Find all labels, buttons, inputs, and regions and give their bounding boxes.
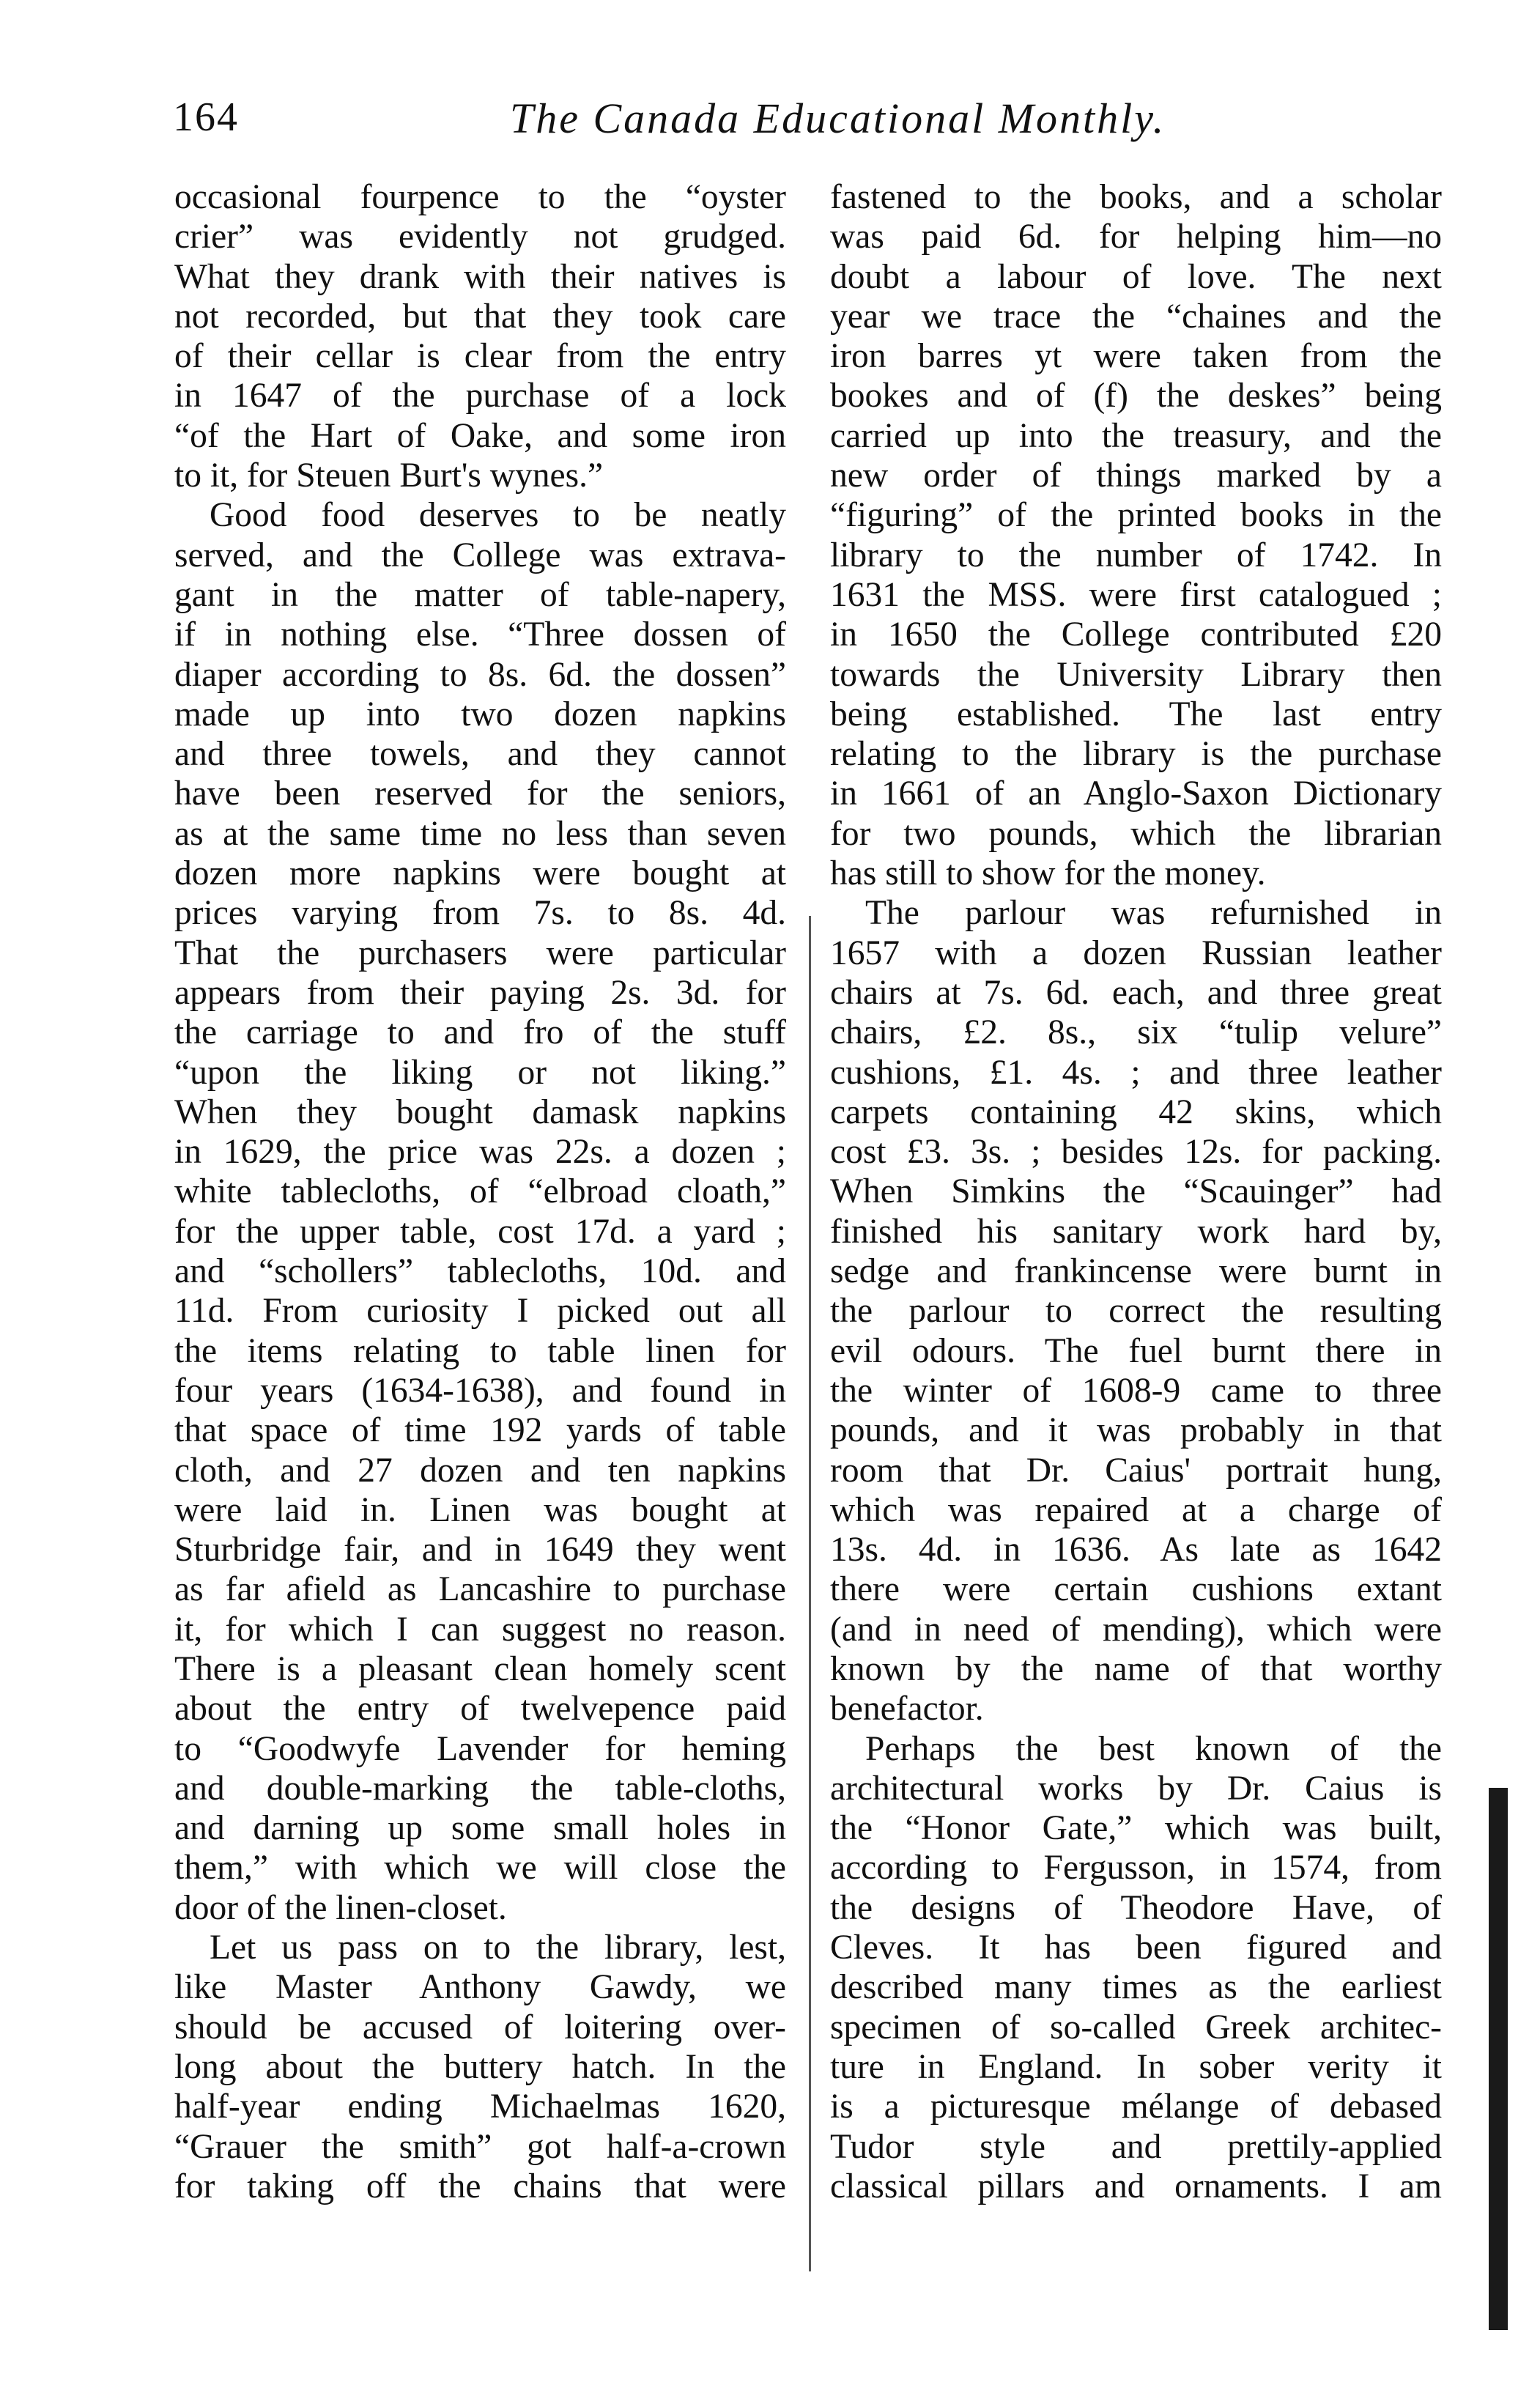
text-line: in 1647 of the purchase of a lock	[174, 377, 786, 415]
text-line: that space of time 192 yards of table	[174, 1411, 786, 1450]
text-line: specimen of so-called Greek architec-	[830, 2008, 1442, 2046]
text-line: sedge and frankincense were burnt in	[830, 1252, 1442, 1291]
text-line: carried up into the treasury, and the	[830, 416, 1442, 455]
text-line: long about the buttery hatch. In the	[174, 2047, 786, 2086]
text-line: classical pillars and ornaments. I am	[830, 2167, 1442, 2205]
text-line: in 1629, the price was 22s. a dozen ;	[174, 1133, 786, 1172]
text-line: That the purchasers were particular	[174, 933, 786, 972]
text-line: crier” was evidently not grudged.	[174, 218, 786, 256]
text-line: “of the Hart of Oake, and some iron	[174, 416, 786, 455]
text-line: cloth, and 27 dozen and ten napkins	[174, 1451, 786, 1490]
text-line: as at the same time no less than seven	[174, 814, 786, 853]
text-line: should be accused of loitering over-	[174, 2008, 786, 2046]
text-line: There is a pleasant clean homely scent	[174, 1649, 786, 1688]
text-line: door of the linen-closet.	[174, 1888, 507, 1927]
text-line: the winter of 1608-9 came to three	[830, 1371, 1442, 1410]
text-line: as far afield as Lancashire to purchase	[174, 1570, 786, 1609]
text-line: cost £3. 3s. ; besides 12s. for packing.	[830, 1133, 1442, 1172]
right-text-column	[830, 177, 1442, 2206]
text-line: carpets containing 42 skins, which	[830, 1092, 1442, 1131]
text-line: gant in the matter of table-napery,	[174, 575, 786, 614]
text-line: Sturbridge fair, and in 1649 they went	[174, 1531, 786, 1569]
text-line: white tablecloths, of “elbroad cloath,”	[174, 1172, 786, 1211]
text-line: not recorded, but that they took care	[174, 297, 786, 336]
page-header	[173, 94, 1433, 152]
text-line: to “Goodwyfe Lavender for heming	[174, 1729, 786, 1768]
text-line: of their cellar is clear from the entry	[174, 337, 786, 376]
text-line: about the entry of twelvepence paid	[174, 1690, 786, 1728]
text-line: in 1650 the College contributed £20	[830, 615, 1442, 654]
text-line: cushions, £1. 4s. ; and three leather	[830, 1053, 1442, 1092]
text-line: (and in need of mending), which were	[830, 1610, 1442, 1649]
text-line: the items relating to table linen for	[174, 1331, 786, 1370]
text-line: described many times as the earliest	[830, 1968, 1442, 2007]
text-line: The parlour was refurnished in	[865, 894, 1442, 933]
text-line: has still to show for the money.	[830, 854, 1266, 893]
text-line: “upon the liking or not liking.”	[174, 1053, 786, 1092]
text-line: appears from their paying 2s. 3d. for	[174, 973, 786, 1012]
text-line: to it, for Steuen Burt's wynes.”	[174, 456, 604, 495]
text-line: When they bought damask napkins	[174, 1092, 786, 1131]
text-line: When Simkins the “Scauinger” had	[830, 1172, 1442, 1211]
text-line: and double-marking the table-cloths,	[174, 1769, 786, 1808]
text-line: diaper according to 8s. 6d. the dossen”	[174, 655, 786, 694]
text-line: 13s. 4d. in 1636. As late as 1642	[830, 1531, 1442, 1569]
text-line: finished his sanitary work hard by,	[830, 1212, 1442, 1251]
text-line: room that Dr. Caius' portrait hung,	[830, 1451, 1442, 1490]
text-line: the parlour to correct the resulting	[830, 1292, 1442, 1331]
text-line: chairs at 7s. 6d. each, and three great	[830, 973, 1442, 1012]
text-line: 1631 the MSS. were first catalogued ;	[830, 575, 1442, 614]
text-line: there were certain cushions extant	[830, 1570, 1442, 1609]
text-line: architectural works by Dr. Caius is	[830, 1769, 1442, 1808]
text-line: for taking off the chains that were	[174, 2167, 786, 2205]
text-line: in 1661 of an Anglo-Saxon Dictionary	[830, 774, 1442, 813]
text-line: occasional fourpence to the “oyster	[174, 178, 786, 216]
text-line: “Grauer the smith” got half-a-crown	[174, 2127, 786, 2166]
text-line: if in nothing else. “Three dossen of	[174, 615, 786, 654]
text-line: prices varying from 7s. to 8s. 4d.	[174, 894, 786, 933]
text-line: according to Fergusson, in 1574, from	[830, 1849, 1442, 1887]
text-line: the “Honor Gate,” which was built,	[830, 1809, 1442, 1848]
text-line: fastened to the books, and a scholar	[830, 178, 1442, 216]
page-number: 164	[173, 95, 239, 140]
text-line: iron barres yt were taken from the	[830, 337, 1442, 376]
text-line: four years (1634-1638), and found in	[174, 1371, 786, 1410]
text-line: is a picturesque mélange of debased	[830, 2088, 1442, 2126]
text-line: 1657 with a dozen Russian leather	[830, 933, 1442, 972]
text-line: 11d. From curiosity I picked out all	[174, 1292, 786, 1331]
text-line: library to the number of 1742. In	[830, 536, 1442, 574]
text-line: new order of things marked by a	[830, 456, 1442, 495]
text-line: known by the name of that worthy	[830, 1649, 1442, 1688]
text-line: Perhaps the best known of the	[865, 1729, 1442, 1768]
text-line: them,” with which we will close the	[174, 1849, 786, 1887]
text-line: towards the University Library then	[830, 655, 1442, 694]
text-line: Tudor style and prettily-applied	[830, 2127, 1442, 2166]
text-line: What they drank with their natives is	[174, 257, 786, 296]
text-line: benefactor.	[830, 1690, 984, 1728]
scan-edge-bar	[1489, 1788, 1508, 2330]
text-line: it, for which I can suggest no reason.	[174, 1610, 786, 1649]
text-line: half-year ending Michaelmas 1620,	[174, 2088, 786, 2126]
text-line: made up into two dozen napkins	[174, 695, 786, 733]
left-text-column	[174, 177, 786, 2206]
text-line: was paid 6d. for helping him—no	[830, 218, 1442, 256]
text-line: for the upper table, cost 17d. a yard ;	[174, 1212, 786, 1251]
text-line: dozen more napkins were bought at	[174, 854, 786, 893]
text-line: being established. The last entry	[830, 695, 1442, 733]
text-line: evil odours. The fuel burnt there in	[830, 1331, 1442, 1370]
text-line: year we trace the “chaines and the	[830, 297, 1442, 336]
running-title: The Canada Educational Monthly.	[510, 95, 1166, 142]
text-line: served, and the College was extrava-	[174, 536, 786, 574]
text-line: have been reserved for the seniors,	[174, 774, 786, 813]
text-line: which was repaired at a charge of	[830, 1490, 1442, 1529]
text-line: and darning up some small holes in	[174, 1809, 786, 1848]
text-line: ture in England. In sober verity it	[830, 2047, 1442, 2086]
text-line: Good food deserves to be neatly	[210, 496, 786, 535]
text-line: like Master Anthony Gawdy, we	[174, 1968, 786, 2007]
text-line: doubt a labour of love. The next	[830, 257, 1442, 296]
text-line: and three towels, and they cannot	[174, 735, 786, 774]
text-line: the designs of Theodore Have, of	[830, 1888, 1442, 1927]
text-line: and “schollers” tablecloths, 10d. and	[174, 1252, 786, 1291]
text-line: Cleves. It has been figured and	[830, 1929, 1442, 1967]
text-line: for two pounds, which the librarian	[830, 814, 1442, 853]
text-line: pounds, and it was probably in that	[830, 1411, 1442, 1450]
text-line: relating to the library is the purchase	[830, 735, 1442, 774]
text-line: chairs, £2. 8s., six “tulip velure”	[830, 1013, 1442, 1052]
column-divider	[809, 916, 811, 2271]
text-line: Let us pass on to the library, lest,	[210, 1929, 786, 1967]
text-line: the carriage to and fro of the stuff	[174, 1013, 786, 1052]
text-line: were laid in. Linen was bought at	[174, 1490, 786, 1529]
text-line: “figuring” of the printed books in the	[830, 496, 1442, 535]
text-line: bookes and of (f) the deskes” being	[830, 377, 1442, 415]
